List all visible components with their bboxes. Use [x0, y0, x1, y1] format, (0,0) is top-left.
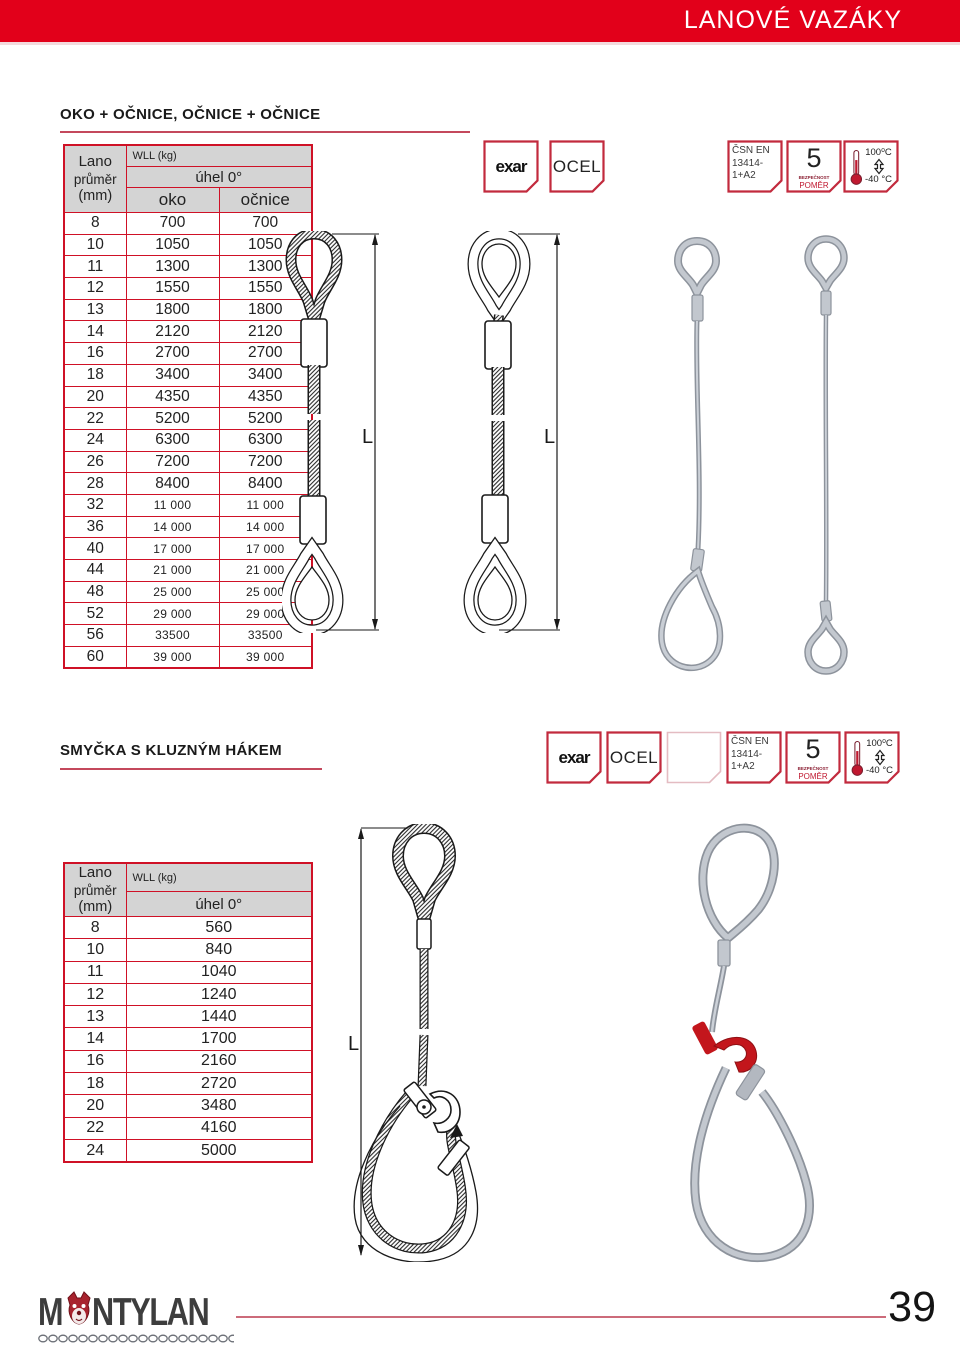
- exar-logo: exar: [558, 747, 590, 767]
- cell-diameter: 20: [64, 386, 126, 408]
- cell-diameter: 13: [64, 1006, 126, 1028]
- cell-wll: 1700: [126, 1028, 312, 1050]
- cell-diameter: 14: [64, 1028, 126, 1050]
- cell-diameter: 24: [64, 1139, 126, 1162]
- table-row: [64, 1117, 312, 1139]
- cell-wll: 5000: [126, 1139, 312, 1162]
- cell-diameter: 12: [64, 983, 126, 1005]
- cell-wll-oko: 33500: [126, 625, 219, 647]
- table-row: [64, 516, 312, 538]
- cell-wll-oko: 14 000: [126, 516, 219, 538]
- section2-title: SMYČKA S KLUZNÝM HÁKEM: [60, 742, 282, 759]
- table-row: [64, 429, 312, 451]
- cell-diameter: 44: [64, 560, 126, 582]
- cell-diameter: 11: [64, 256, 126, 278]
- table-row: [64, 961, 312, 983]
- cell-wll-oko: 5200: [126, 408, 219, 430]
- cell-wll-oko: 3400: [126, 364, 219, 386]
- dimension-label: L: [544, 426, 556, 448]
- bulldog-icon: [64, 1291, 94, 1332]
- table-row: [64, 234, 312, 256]
- cell-diameter: 20: [64, 1095, 126, 1117]
- sling-drawing-kluzny-hak: [348, 824, 488, 1262]
- cell-wll-oko: 1050: [126, 234, 219, 256]
- cell-wll-oko: 8400: [126, 473, 219, 495]
- cell-wll-ocnice: 4350: [219, 386, 312, 408]
- cell-wll-oko: 2120: [126, 321, 219, 343]
- cell-diameter: 8: [64, 213, 126, 235]
- section1-underline: [60, 131, 470, 133]
- column-header-oko: oko: [126, 188, 219, 213]
- safety-ratio-badge: 5 BEZPEČNOST POMĚR: [786, 140, 842, 193]
- table-row: [64, 625, 312, 647]
- cell-diameter: 52: [64, 603, 126, 625]
- cell-diameter: 8: [64, 917, 126, 939]
- cell-diameter: 28: [64, 473, 126, 495]
- page-number: 39: [888, 1283, 936, 1331]
- cell-diameter: 10: [64, 234, 126, 256]
- cell-wll: 560: [126, 917, 312, 939]
- csn-standard-badge: ČSN EN 13414- 1+A2: [727, 140, 783, 193]
- cell-wll: 2720: [126, 1073, 312, 1095]
- table-row: [64, 299, 312, 321]
- cell-wll-oko: 21 000: [126, 560, 219, 582]
- cell-wll-ocnice: 17 000: [219, 538, 312, 560]
- cell-wll-ocnice: 700: [219, 213, 312, 235]
- cell-wll-oko: 4350: [126, 386, 219, 408]
- table-row: [64, 451, 312, 473]
- exar-logo: exar: [495, 156, 527, 176]
- cell-diameter: 36: [64, 516, 126, 538]
- cell-diameter: 10: [64, 939, 126, 961]
- chain-pattern: [38, 1334, 234, 1343]
- cell-wll-ocnice: 1800: [219, 299, 312, 321]
- cell-wll-oko: 700: [126, 213, 219, 235]
- table-row: [64, 408, 312, 430]
- table-row: [64, 494, 312, 516]
- cell-wll-ocnice: 1050: [219, 234, 312, 256]
- cell-wll-oko: 7200: [126, 451, 219, 473]
- table-row: [64, 1095, 312, 1117]
- cell-wll: 3480: [126, 1095, 312, 1117]
- thermometer-icon: [850, 146, 863, 188]
- temperature-badge: 100⁰C -40 °C: [844, 731, 900, 784]
- cell-wll-oko: 11 000: [126, 494, 219, 516]
- cell-diameter: 12: [64, 278, 126, 300]
- cell-wll-ocnice: 7200: [219, 451, 312, 473]
- dimension-label: L: [362, 426, 374, 448]
- table-row: [64, 939, 312, 961]
- table-row: [64, 603, 312, 625]
- csn-standard-badge: ČSN EN 13414- 1+A2: [726, 731, 782, 784]
- cell-diameter: 16: [64, 1050, 126, 1072]
- table-row: [64, 1028, 312, 1050]
- cell-diameter: 40: [64, 538, 126, 560]
- table-row: [64, 1006, 312, 1028]
- cell-wll-oko: 1300: [126, 256, 219, 278]
- cell-wll-oko: 1800: [126, 299, 219, 321]
- table-row: [64, 213, 312, 235]
- cell-wll-oko: 25 000: [126, 581, 219, 603]
- column-header-wll: WLL (kg): [126, 863, 312, 892]
- cell-wll-ocnice: 2120: [219, 321, 312, 343]
- cell-wll-oko: 29 000: [126, 603, 219, 625]
- cell-wll-ocnice: 14 000: [219, 516, 312, 538]
- cell-wll: 2160: [126, 1050, 312, 1072]
- ocel-label: OCEL: [552, 156, 602, 176]
- cell-wll-ocnice: 29 000: [219, 603, 312, 625]
- page-title: LANOVÉ VAZÁKY: [683, 6, 902, 34]
- cell-wll-ocnice: 3400: [219, 364, 312, 386]
- table-row: [64, 1073, 312, 1095]
- updown-arrow-icon: [873, 158, 885, 175]
- table-row: [64, 1050, 312, 1072]
- ocel-badge: [606, 731, 662, 784]
- cell-wll-ocnice: 39 000: [219, 646, 312, 668]
- cell-diameter: 32: [64, 494, 126, 516]
- column-header-angle: úhel 0°: [126, 167, 312, 188]
- ocel-badge: [549, 140, 605, 193]
- cell-diameter: 11: [64, 961, 126, 983]
- cell-wll-ocnice: 1300: [219, 256, 312, 278]
- cell-wll: 840: [126, 939, 312, 961]
- table-row: [64, 321, 312, 343]
- cell-wll-ocnice: 25 000: [219, 581, 312, 603]
- cell-diameter: 60: [64, 646, 126, 668]
- cell-wll-ocnice: 21 000: [219, 560, 312, 582]
- cell-wll-oko: 39 000: [126, 646, 219, 668]
- ocel-label: OCEL: [609, 747, 659, 767]
- cell-diameter: 48: [64, 581, 126, 603]
- column-header-diameter: Lano průměr (mm): [64, 863, 126, 917]
- temperature-badge: 100⁰C -40 °C: [843, 140, 899, 193]
- footer-rule: [236, 1316, 886, 1318]
- column-header-wll: WLL (kg): [126, 145, 312, 167]
- column-header-ocnice: očnice: [219, 188, 312, 213]
- cell-diameter: 56: [64, 625, 126, 647]
- cell-wll-ocnice: 1550: [219, 278, 312, 300]
- cell-diameter: 16: [64, 343, 126, 365]
- cell-wll-ocnice: 8400: [219, 473, 312, 495]
- safety-ratio-badge: 5 BEZPEČNOST POMĚR: [785, 731, 841, 784]
- sling-photo-ocnice-ocnice: [788, 233, 863, 675]
- sling-photo-ocnice-oko: [652, 233, 747, 678]
- sling-photo-kluzny-hak: [688, 820, 856, 1268]
- cell-diameter: 14: [64, 321, 126, 343]
- table-row: [64, 364, 312, 386]
- cell-diameter: 22: [64, 1117, 126, 1139]
- cell-wll: 4160: [126, 1117, 312, 1139]
- cell-wll-oko: 1550: [126, 278, 219, 300]
- cell-wll: 1440: [126, 1006, 312, 1028]
- table-row: [64, 581, 312, 603]
- table-row: [64, 538, 312, 560]
- logo-text-right: NTYLAN: [91, 1289, 208, 1334]
- updown-arrow-icon: [874, 749, 886, 766]
- table-row: [64, 917, 312, 939]
- table-row: [64, 1139, 312, 1162]
- wll-table-oko-ocnice: [63, 144, 313, 669]
- cell-wll-oko: 6300: [126, 429, 219, 451]
- table-row: [64, 256, 312, 278]
- cell-wll-ocnice: 11 000: [219, 494, 312, 516]
- thermometer-icon: [851, 737, 864, 779]
- column-header-angle: úhel 0°: [126, 892, 312, 917]
- dimension-label: L: [348, 1033, 360, 1055]
- table-row: [64, 646, 312, 668]
- montylan-logo: [38, 1289, 229, 1334]
- table-row: [64, 278, 312, 300]
- blank-badge: [666, 731, 722, 784]
- table-row: [64, 473, 312, 495]
- exar-logo-badge: [546, 731, 602, 784]
- cell-diameter: 22: [64, 408, 126, 430]
- cell-diameter: 13: [64, 299, 126, 321]
- table-row: [64, 386, 312, 408]
- table-row: [64, 560, 312, 582]
- table-row: [64, 343, 312, 365]
- cell-wll: 1240: [126, 983, 312, 1005]
- column-header-diameter: Lano průměr (mm): [64, 145, 126, 213]
- logo-text-left: M: [38, 1289, 63, 1334]
- cell-diameter: 18: [64, 364, 126, 386]
- cell-wll: 1040: [126, 961, 312, 983]
- page-header: [0, 0, 960, 45]
- exar-logo-badge: [483, 140, 539, 193]
- cell-wll-ocnice: 33500: [219, 625, 312, 647]
- cell-diameter: 26: [64, 451, 126, 473]
- cell-diameter: 24: [64, 429, 126, 451]
- wll-table-kluzny-hak: [63, 862, 313, 1163]
- sling-drawing-ocnice-ocnice: [462, 231, 562, 633]
- cell-wll-oko: 17 000: [126, 538, 219, 560]
- cell-wll-ocnice: 5200: [219, 408, 312, 430]
- section1-title: OKO + OČNICE, OČNICE + OČNICE: [60, 106, 321, 123]
- cell-wll-ocnice: 6300: [219, 429, 312, 451]
- cell-wll-ocnice: 2700: [219, 343, 312, 365]
- sling-drawing-oko-ocnice: [282, 231, 382, 633]
- cell-diameter: 18: [64, 1073, 126, 1095]
- cell-wll-oko: 2700: [126, 343, 219, 365]
- section2-underline: [60, 768, 322, 770]
- table-row: [64, 983, 312, 1005]
